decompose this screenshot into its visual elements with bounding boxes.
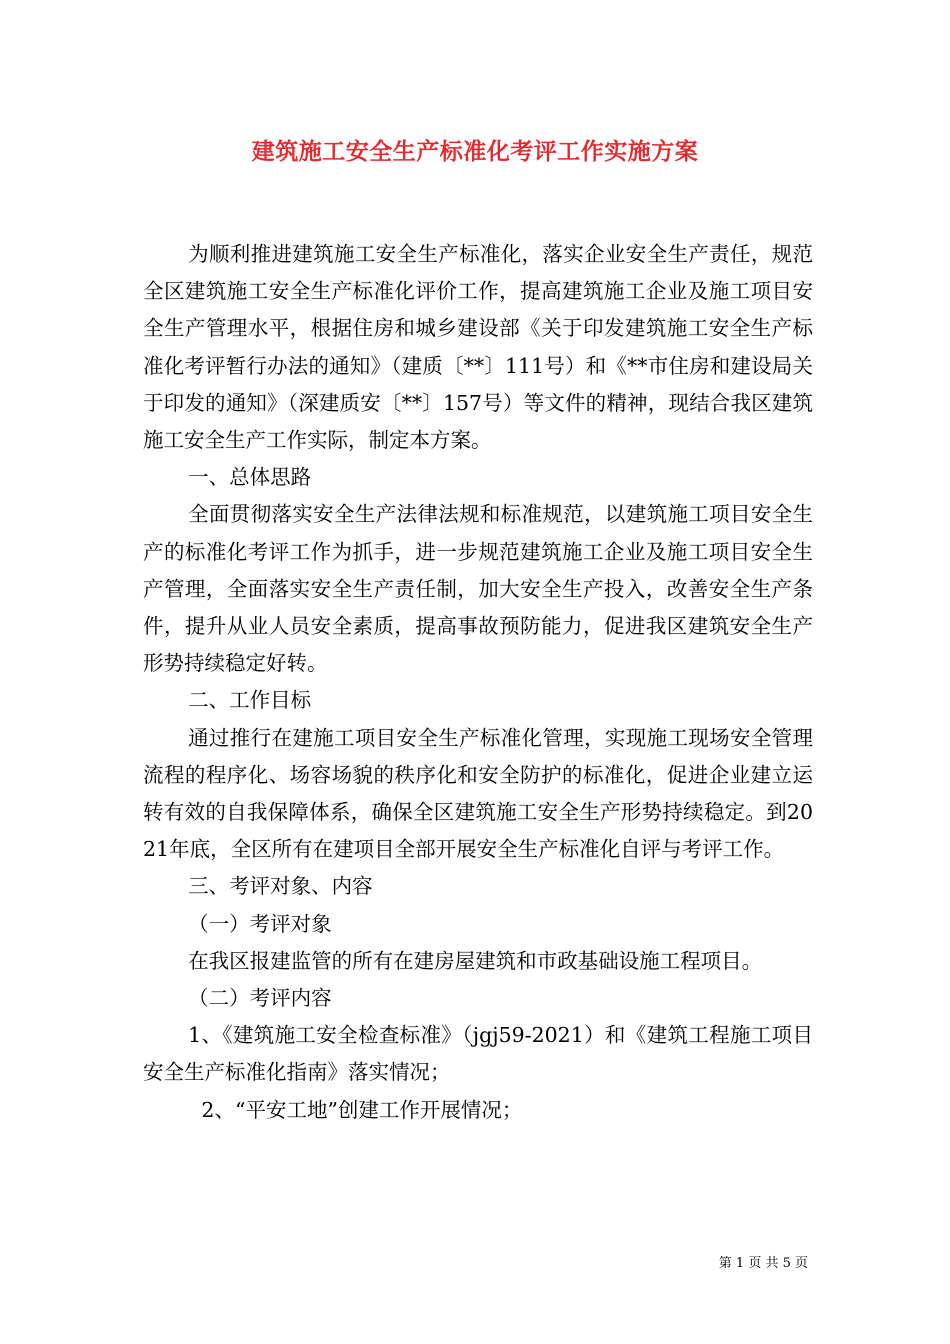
subheading-evaluation-content: （二）考评内容 xyxy=(188,986,332,1011)
heading-work-goals: 二、工作目标 xyxy=(188,688,312,713)
paragraph-evaluation-objects: 在我区报建监管的所有在建房屋建筑和市政基础设施工程项目。 xyxy=(188,948,763,973)
paragraph-overall-approach: 全面贯彻落实安全生产法律法规和标准规范，以建筑施工项目安全生产的标准化考评工作为抓手，进一步规范建筑施工企业及施工项目安全生产管理，全面落实安全生产责任制，加大安全生产投入，改善安全生产条件，提升从业人员安全素质，提高事故预防能力，促进我区建筑安全生产形势持续稳定好转。 xyxy=(143,502,813,676)
document-title: 建筑施工安全生产标准化考评工作实施方案 xyxy=(251,138,699,165)
paragraph-intro: 为顺利推进建筑施工安全生产标准化，落实企业安全生产责任，规范全区建筑施工安全生产标准化评价工作，提高建筑施工企业及施工项目安全生产管理水平，根据住房和城乡建设部《关于印发建筑施工安全生产标准化考评暂行办法的通知》（建质〔**〕111号）和《**市住房和建设局关于印发的通知》（深建质安〔**〕157号）等文件的精神，现结合我区建筑施工安全生产工作实际，制定本方案。 xyxy=(143,242,813,453)
list-item-1: 1、《建筑施工安全检查标准》（jgj59-2021）和《建筑工程施工项目安全生产标准化指南》落实情况； xyxy=(143,1023,813,1085)
paragraph-work-goals: 通过推行在建施工项目安全生产标准化管理，实现施工现场安全管理流程的程序化、场容场貌的秩序化和安全防护的标准化，促进企业建立运转有效的自我保障体系，确保全区建筑施工安全生产形势持续稳定。到2021年底，全区所有在建项目全部开展安全生产标准化自评与考评工作。 xyxy=(143,725,813,862)
document-body xyxy=(143,236,813,1129)
heading-evaluation-scope: 三、考评对象、内容 xyxy=(188,874,373,899)
subheading-evaluation-objects: （一）考评对象 xyxy=(188,911,332,936)
list-item-2: 2、“平安工地”创建工作开展情况； xyxy=(201,1097,523,1122)
page-number: 第 1 页 共 5 页 xyxy=(718,1256,808,1271)
heading-overall-approach: 一、总体思路 xyxy=(188,465,312,490)
